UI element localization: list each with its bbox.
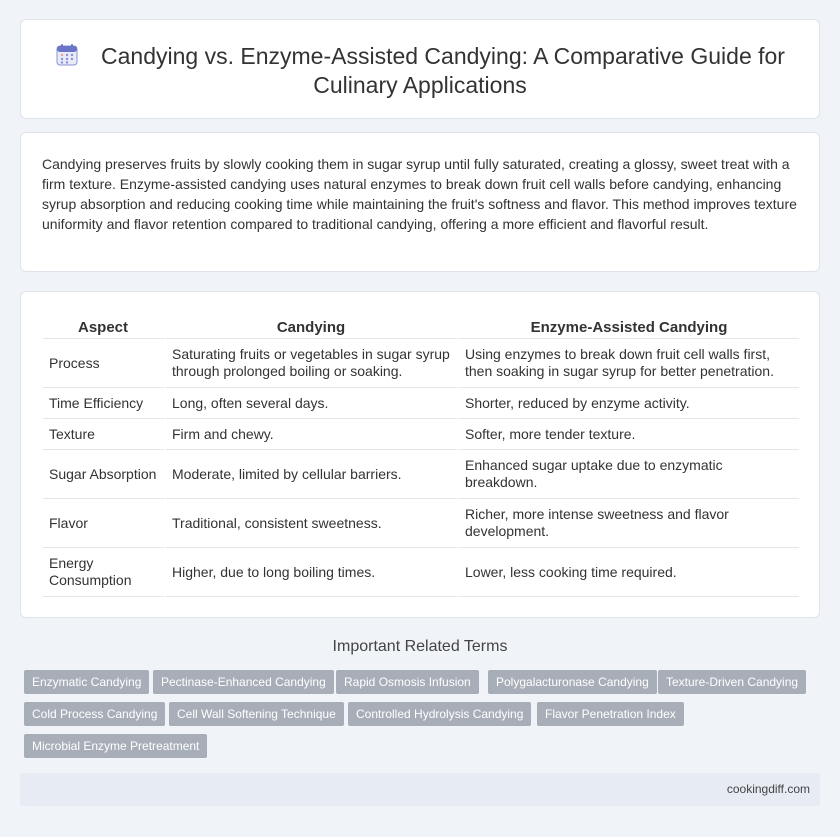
tag-texture-driven-candying[interactable]: Texture-Driven Candying	[658, 670, 806, 694]
table-cell-enzyme: Lower, less cooking time required.	[459, 548, 799, 597]
column-header-aspect: Aspect	[43, 314, 166, 339]
table-cell-enzyme: Using enzymes to break down fruit cell walls first, then soaking in sugar syrup for better penetration.	[459, 339, 799, 388]
tag-pectinase-enhanced-candying[interactable]: Pectinase-Enhanced Candying	[153, 670, 334, 694]
table-row	[43, 339, 799, 388]
intro-paragraph: Candying preserves fruits by slowly cooking them in sugar syrup until fully saturated, creating a glossy, sweet treat with a firm texture. Enzyme-assisted candying uses natural enzymes to break down fruit cell walls before candying, enhancing syrup absorption and reducing cooking time while maintaining the fruit's softness and flavor. This method improves texture uniformity and flavor retention compared to traditional candying, offering a more efficient and flavorful result.	[42, 156, 797, 232]
table-cell-candying: Long, often several days.	[166, 388, 459, 419]
comparison-table	[43, 314, 799, 597]
table-row	[43, 548, 799, 597]
column-header-candying: Candying	[166, 314, 459, 339]
tag-rapid-osmosis-infusion[interactable]: Rapid Osmosis Infusion	[336, 670, 479, 694]
page-title	[40, 42, 800, 100]
table-cell-aspect: Time Efficiency	[43, 388, 166, 419]
header-card	[20, 19, 820, 119]
table-cell-aspect: Energy Consumption	[43, 548, 166, 597]
table-cell-enzyme: Enhanced sugar uptake due to enzymatic breakdown.	[459, 450, 799, 499]
table-cell-candying: Saturating fruits or vegetables in sugar syrup through prolonged boiling or soaking.	[166, 339, 459, 388]
table-cell-candying: Firm and chewy.	[166, 419, 459, 450]
table-cell-candying: Higher, due to long boiling times.	[166, 548, 459, 597]
related-terms-heading: Important Related Terms	[332, 638, 508, 655]
table-cell-enzyme: Softer, more tender texture.	[459, 419, 799, 450]
tag-enzymatic-candying[interactable]: Enzymatic Candying	[24, 670, 149, 694]
table-row	[43, 388, 799, 419]
table-row	[43, 499, 799, 548]
intro-card	[20, 132, 820, 272]
calendar-icon	[55, 43, 79, 67]
table-cell-enzyme: Shorter, reduced by enzyme activity.	[459, 388, 799, 419]
table-cell-aspect: Process	[43, 339, 166, 388]
tag-cold-process-candying[interactable]: Cold Process Candying	[24, 702, 165, 726]
page-title-text: Candying vs. Enzyme-Assisted Candying: A Comparative Guide for Culinary Applications	[101, 43, 785, 98]
comparison-card	[20, 291, 820, 618]
footer	[20, 773, 820, 806]
table-cell-enzyme: Richer, more intense sweetness and flavor development.	[459, 499, 799, 548]
table-cell-candying: Moderate, limited by cellular barriers.	[166, 450, 459, 499]
column-header-enzyme-assisted: Enzyme-Assisted Candying	[459, 314, 799, 339]
table-cell-aspect: Flavor	[43, 499, 166, 548]
footer-site-link[interactable]: cookingdiff.com	[726, 782, 810, 796]
page-header	[21, 42, 819, 100]
table-cell-aspect: Texture	[43, 419, 166, 450]
tag-controlled-hydrolysis-candying[interactable]: Controlled Hydrolysis Candying	[348, 702, 531, 726]
tag-flavor-penetration-index[interactable]: Flavor Penetration Index	[537, 702, 684, 726]
table-row	[43, 450, 799, 499]
tag-cell-wall-softening-technique[interactable]: Cell Wall Softening Technique	[169, 702, 344, 726]
table-cell-aspect: Sugar Absorption	[43, 450, 166, 499]
table-header-row	[43, 314, 799, 339]
tag-microbial-enzyme-pretreatment[interactable]: Microbial Enzyme Pretreatment	[24, 734, 207, 758]
tag-polygalacturonase-candying[interactable]: Polygalacturonase Candying	[488, 670, 657, 694]
table-row	[43, 419, 799, 450]
table-cell-candying: Traditional, consistent sweetness.	[166, 499, 459, 548]
